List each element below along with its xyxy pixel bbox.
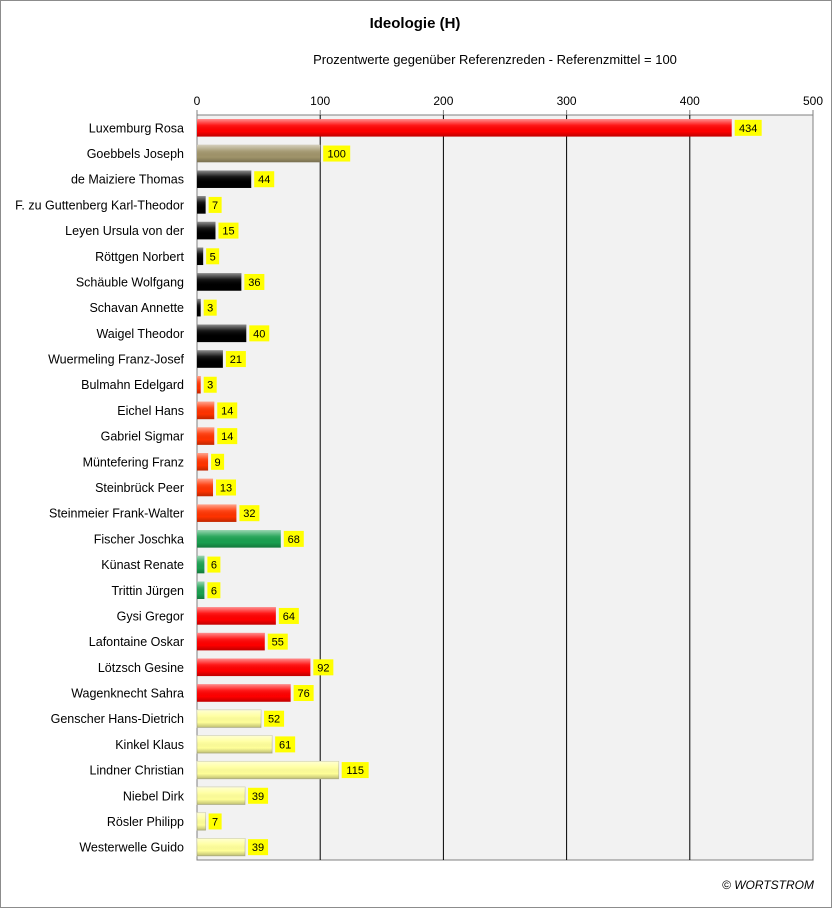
value-label: 434	[739, 122, 758, 135]
bar-highlight	[197, 453, 208, 470]
value-label: 7	[212, 816, 219, 829]
category-label: Müntefering Franz	[82, 455, 184, 470]
bar-highlight	[197, 684, 291, 701]
bar-highlight	[197, 299, 201, 316]
value-label: 14	[221, 405, 234, 418]
category-label: Kinkel Klaus	[115, 737, 184, 752]
value-label: 39	[251, 790, 265, 803]
category-label: Gysi Gregor	[116, 609, 184, 624]
bar-highlight	[197, 119, 732, 136]
category-label: Genscher Hans-Dietrich	[50, 712, 184, 727]
category-label: Steinmeier Frank-Walter	[49, 506, 184, 521]
value-label: 21	[229, 354, 242, 367]
bar-highlight	[197, 196, 206, 213]
value-label: 64	[282, 610, 295, 623]
bar-highlight	[197, 248, 203, 265]
category-label: Luxemburg Rosa	[88, 121, 184, 136]
category-label: Lafontaine Oskar	[88, 635, 184, 650]
value-label: 13	[219, 482, 233, 495]
x-axis-ticks	[194, 94, 824, 115]
category-label: Eichel Hans	[117, 403, 184, 418]
value-label: 7	[212, 199, 219, 212]
x-tick-label: 0	[193, 94, 201, 108]
bar-highlight	[197, 325, 246, 342]
bar-highlight	[197, 710, 261, 727]
category-label: Fischer Joschka	[93, 532, 184, 547]
value-label: 40	[253, 328, 266, 341]
bar-highlight	[197, 659, 310, 676]
category-label: Steinbrück Peer	[95, 481, 184, 495]
chart-subtitle: Prozentwerte gegenüber Referenzreden - Referenzmittel = 100	[313, 52, 677, 67]
bar-highlight	[197, 504, 236, 521]
value-label: 15	[222, 225, 235, 238]
bar-highlight	[197, 556, 204, 573]
value-label: 6	[210, 585, 217, 598]
value-label: 115	[346, 765, 364, 778]
category-label: Lötzsch Gesine	[97, 660, 184, 675]
category-label: Schäuble Wolfgang	[75, 275, 184, 290]
category-label: Niebel Dirk	[122, 789, 184, 804]
value-label: 55	[271, 636, 284, 649]
category-label: Trittin Jürgen	[111, 583, 184, 598]
x-tick-label: 300	[556, 94, 577, 108]
bar-highlight	[197, 813, 206, 830]
value-label: 44	[258, 174, 271, 187]
bar-highlight	[197, 479, 213, 496]
category-label: Künast Renate	[101, 558, 184, 573]
value-label: 14	[221, 431, 234, 444]
bar-highlight	[197, 222, 215, 239]
bar-highlight	[197, 376, 201, 393]
x-tick-label: 400	[679, 94, 700, 108]
x-tick-label: 200	[433, 94, 454, 108]
value-label: 52	[267, 713, 281, 726]
bar-highlight	[197, 607, 276, 624]
value-label: 3	[207, 302, 214, 315]
copyright-text: © WORTSTROM	[722, 878, 814, 892]
category-label: de Maiziere Thomas	[70, 172, 184, 187]
category-labels	[15, 121, 185, 854]
category-label: Goebbels Joseph	[86, 147, 184, 162]
bar-highlight	[197, 402, 214, 419]
value-label: 36	[248, 276, 261, 289]
chart-title: Ideologie (H)	[369, 15, 461, 32]
value-label: 61	[279, 739, 292, 752]
value-label: 76	[297, 688, 310, 701]
bar-highlight	[197, 787, 245, 804]
category-label: Röttgen Norbert	[95, 249, 184, 264]
category-label: Schavan Annette	[89, 301, 184, 316]
value-label: 68	[287, 533, 300, 546]
x-tick-label: 100	[310, 94, 331, 108]
bar-highlight	[197, 530, 281, 547]
x-tick-label: 500	[802, 94, 824, 108]
value-label: 5	[209, 251, 216, 264]
value-label: 32	[243, 508, 256, 521]
bar-highlight	[197, 736, 272, 753]
value-label: 92	[317, 662, 330, 675]
bar-highlight	[197, 273, 241, 290]
category-label: Rösler Philipp	[106, 814, 184, 829]
bar-highlight	[197, 350, 223, 367]
category-label: Gabriel Sigmar	[100, 429, 184, 444]
category-label: Waigel Theodor	[96, 326, 184, 341]
category-label: Wagenknecht Sahra	[71, 686, 184, 701]
value-label: 9	[214, 456, 221, 469]
category-label: Wuermeling Franz-Josef	[48, 352, 184, 367]
bar-highlight	[197, 170, 251, 187]
bar-highlight	[197, 582, 204, 599]
bar-highlight	[197, 838, 245, 855]
value-label: 3	[207, 379, 214, 392]
category-label: Leyen Ursula von der	[65, 224, 184, 239]
category-label: F. zu Guttenberg Karl-Theodor	[15, 198, 184, 213]
value-label: 39	[251, 842, 265, 855]
bar-highlight	[197, 761, 339, 778]
bar-highlight	[197, 427, 214, 444]
category-label: Westerwelle Guido	[79, 840, 184, 855]
category-label: Lindner Christian	[89, 763, 184, 778]
bar-highlight	[197, 633, 265, 650]
value-label: 100	[327, 148, 346, 161]
category-label: Bulmahn Edelgard	[81, 378, 184, 393]
value-label: 6	[210, 559, 217, 572]
bar-highlight	[197, 145, 320, 162]
